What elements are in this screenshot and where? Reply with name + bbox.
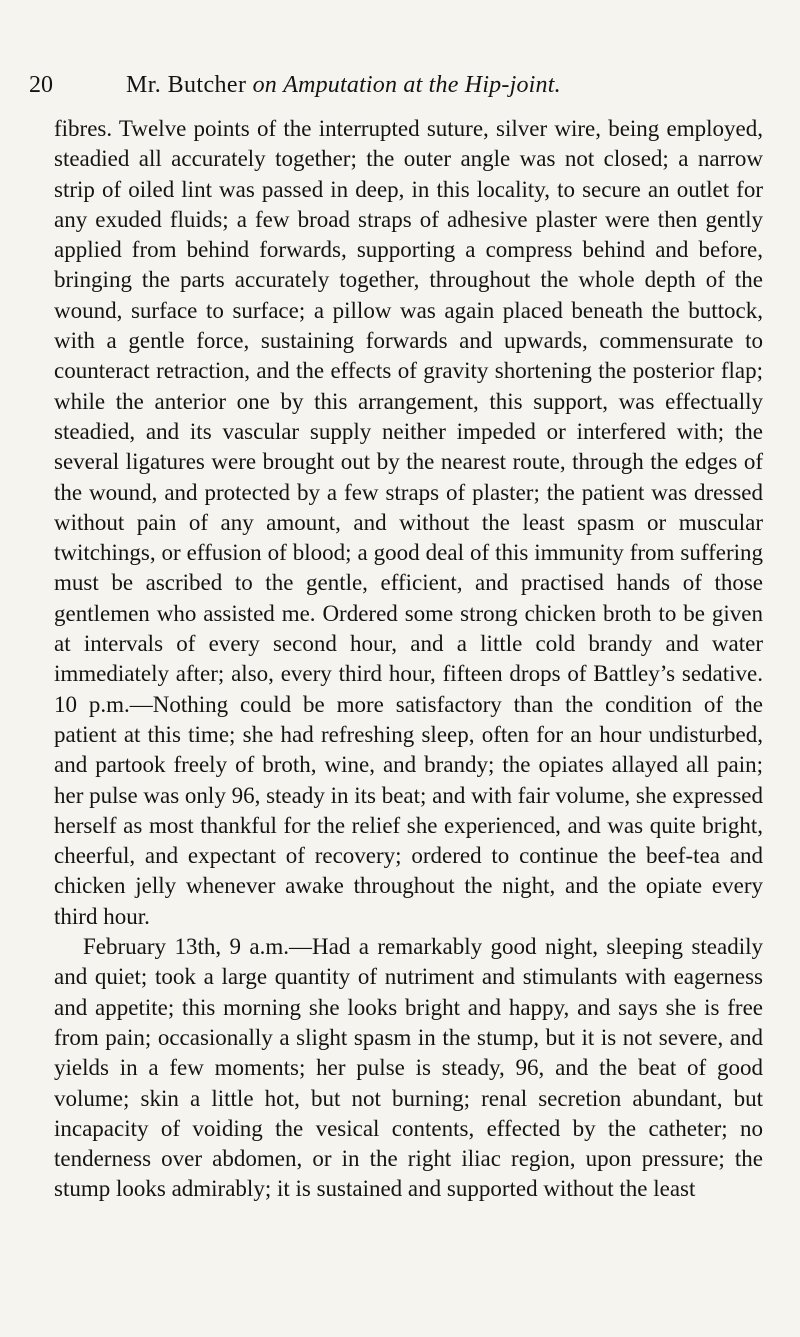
- header-work-title: Amputation at the Hip-joint.: [283, 72, 561, 98]
- paragraph-2: February 13th, 9 a.m.—Had a remarkably good night, sleeping steadily and quiet; took a large quantity of nutriment and stimulants with eagerness and appetite; this morning she looks bright and happy, and says she is free from pain; occasionally a slight spasm in the stump, but it is not severe, and yields in a few moments; her pulse is steady, 96, and the beat of good volume; skin a little hot, but not burning; renal secretion abundant, but incapacity of voiding the vesical contents, effected by the catheter; no tenderness over abdomen, or in the right iliac region, upon pressure; the stump looks admirably; it is sustained and supported without the least: [54, 934, 763, 1202]
- page-number: 20: [29, 72, 53, 98]
- paragraph-1: fibres. Twelve points of the interrupted suture, silver wire, being employed, steadied all accurately together; the outer angle was not closed; a narrow strip of oiled lint was passed in deep, in this locality, to secure an outlet for any exuded fluids; a few broad straps of adhesive plaster were then gently applied from behind forwards, supporting a compress behind and before, bringing the parts accurately together, throughout the whole depth of the wound, surface to surface; a pillow was again placed beneath the buttock, with a gentle force, sustaining forwards and upwards, commensurate to counteract retraction, and the effects of gravity shortening the posterior flap; while the anterior one by this arrangement, this support, was effectually steadied, and its vascular supply neither impeded or interfered with; the several ligatures were brought out by the nearest route, through the edges of the wound, and protected by a few straps of plaster; the patient was dressed without pain of any amount, and without the least spasm or muscular twitchings, or effusion of blood; a good deal of this immunity from suffering must be ascribed to the gentle, efficient, and practised hands of those gentlemen who assisted me. Ordered some strong chicken broth to be given at intervals of every second hour, and a little cold brandy and water immediately after; also, every third hour, fifteen drops of Battley’s sedative. 10 p.m.—Nothing could be more satisfactory than the condition of the patient at this time; she had refreshing sleep, often for an hour undisturbed, and partook freely of broth, wine, and brandy; the opiates allayed all pain; her pulse was only 96, steady in its beat; and with fair volume, she expressed herself as most thankful for the relief she experienced, and was quite bright, cheerful, and expectant of recovery; ordered to continue the beef-tea and chicken jelly whenever awake throughout the night, and the opiate every third hour.: [54, 116, 764, 929]
- header-author: Mr. Butcher: [126, 72, 247, 98]
- header-title: [126, 68, 561, 102]
- running-head: [29, 68, 769, 102]
- header-on: on: [252, 72, 277, 98]
- body-text: [54, 114, 763, 1205]
